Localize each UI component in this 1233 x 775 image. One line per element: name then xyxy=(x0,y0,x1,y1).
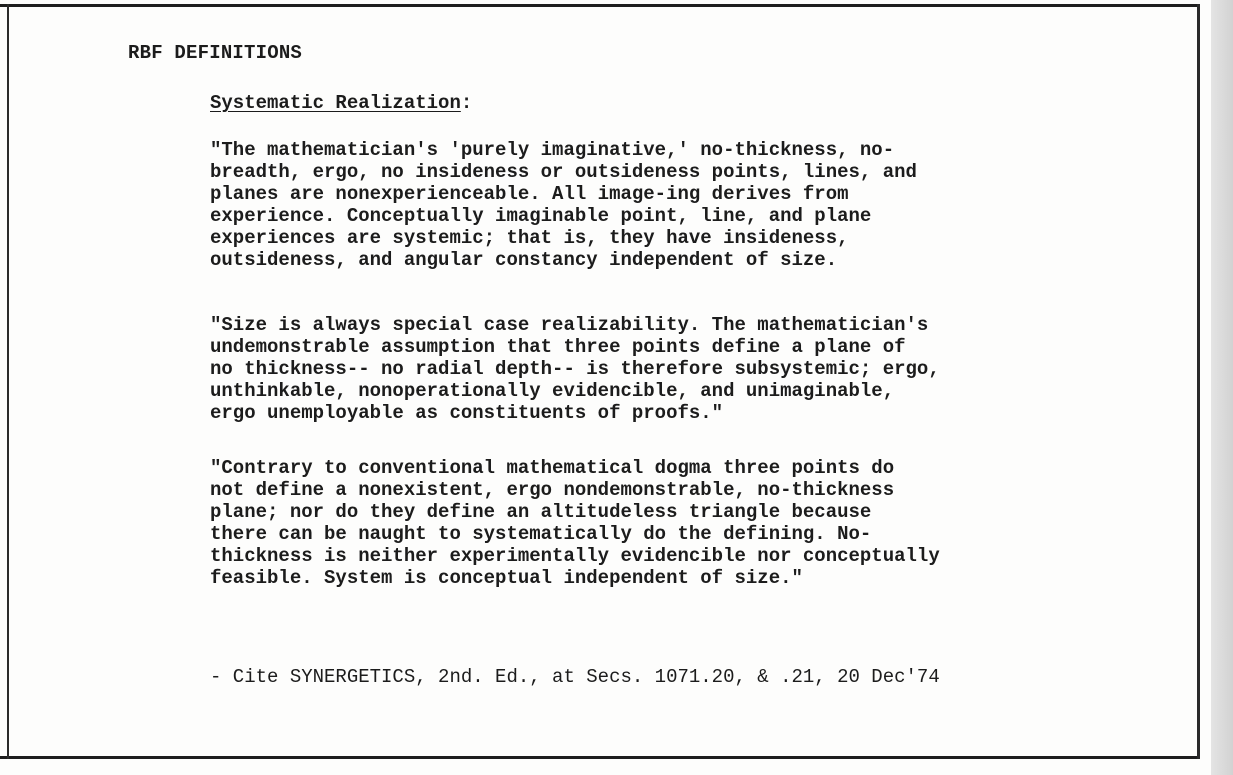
quote-line: breadth, ergo, no insideness or outsideness points, lines, and xyxy=(210,161,917,183)
quote-line: undemonstrable assumption that three points define a plane of xyxy=(210,336,906,358)
card-left-rule xyxy=(7,4,9,759)
quote-line: experience. Conceptually imaginable point, line, and plane xyxy=(210,205,872,227)
page-edge-strip xyxy=(1211,0,1233,775)
citation: - Cite SYNERGETICS, 2nd. Ed., at Secs. 1071.20, & .21, 20 Dec'74 xyxy=(210,666,940,688)
quote-line: "Contrary to conventional mathematical dogma three points do xyxy=(210,457,895,479)
term-title xyxy=(210,92,472,114)
quote-paragraph-1 xyxy=(210,139,1170,271)
quote-line: experiences are systemic; that is, they have insideness, xyxy=(210,227,849,249)
card-heading: RBF DEFINITIONS xyxy=(128,42,303,64)
quote-line: feasible. System is conceptual independent of size." xyxy=(210,567,803,589)
quote-line: outsideness, and angular constancy independent of size. xyxy=(210,249,838,271)
quote-line: "The mathematician's 'purely imaginative,' no-thickness, no- xyxy=(210,139,895,161)
quote-line: unthinkable, nonoperationally evidencible, and unimaginable, xyxy=(210,380,895,402)
card-right-rule xyxy=(1197,4,1200,759)
term-title-text: Systematic Realization xyxy=(210,92,461,114)
term-title-colon: : xyxy=(460,92,473,114)
card-top-rule xyxy=(0,4,1200,7)
quote-line: plane; nor do they define an altitudeless triangle because xyxy=(210,501,872,523)
quote-line: not define a nonexistent, ergo nondemonstrable, no-thickness xyxy=(210,479,895,501)
quote-line: thickness is neither experimentally evidencible nor conceptually xyxy=(210,545,940,567)
quote-line: there can be naught to systematically do the defining. No- xyxy=(210,523,872,545)
quote-line: ergo unemployable as constituents of proofs." xyxy=(210,402,724,424)
quote-paragraph-2 xyxy=(210,314,1170,424)
quote-line: no thickness-- no radial depth-- is therefore subsystemic; ergo, xyxy=(210,358,940,380)
quote-line: planes are nonexperienceable. All image-ing derives from xyxy=(210,183,849,205)
quote-line: "Size is always special case realizability. The mathematician's xyxy=(210,314,929,336)
quote-paragraph-3 xyxy=(210,457,1170,589)
card-bottom-rule xyxy=(0,756,1200,759)
